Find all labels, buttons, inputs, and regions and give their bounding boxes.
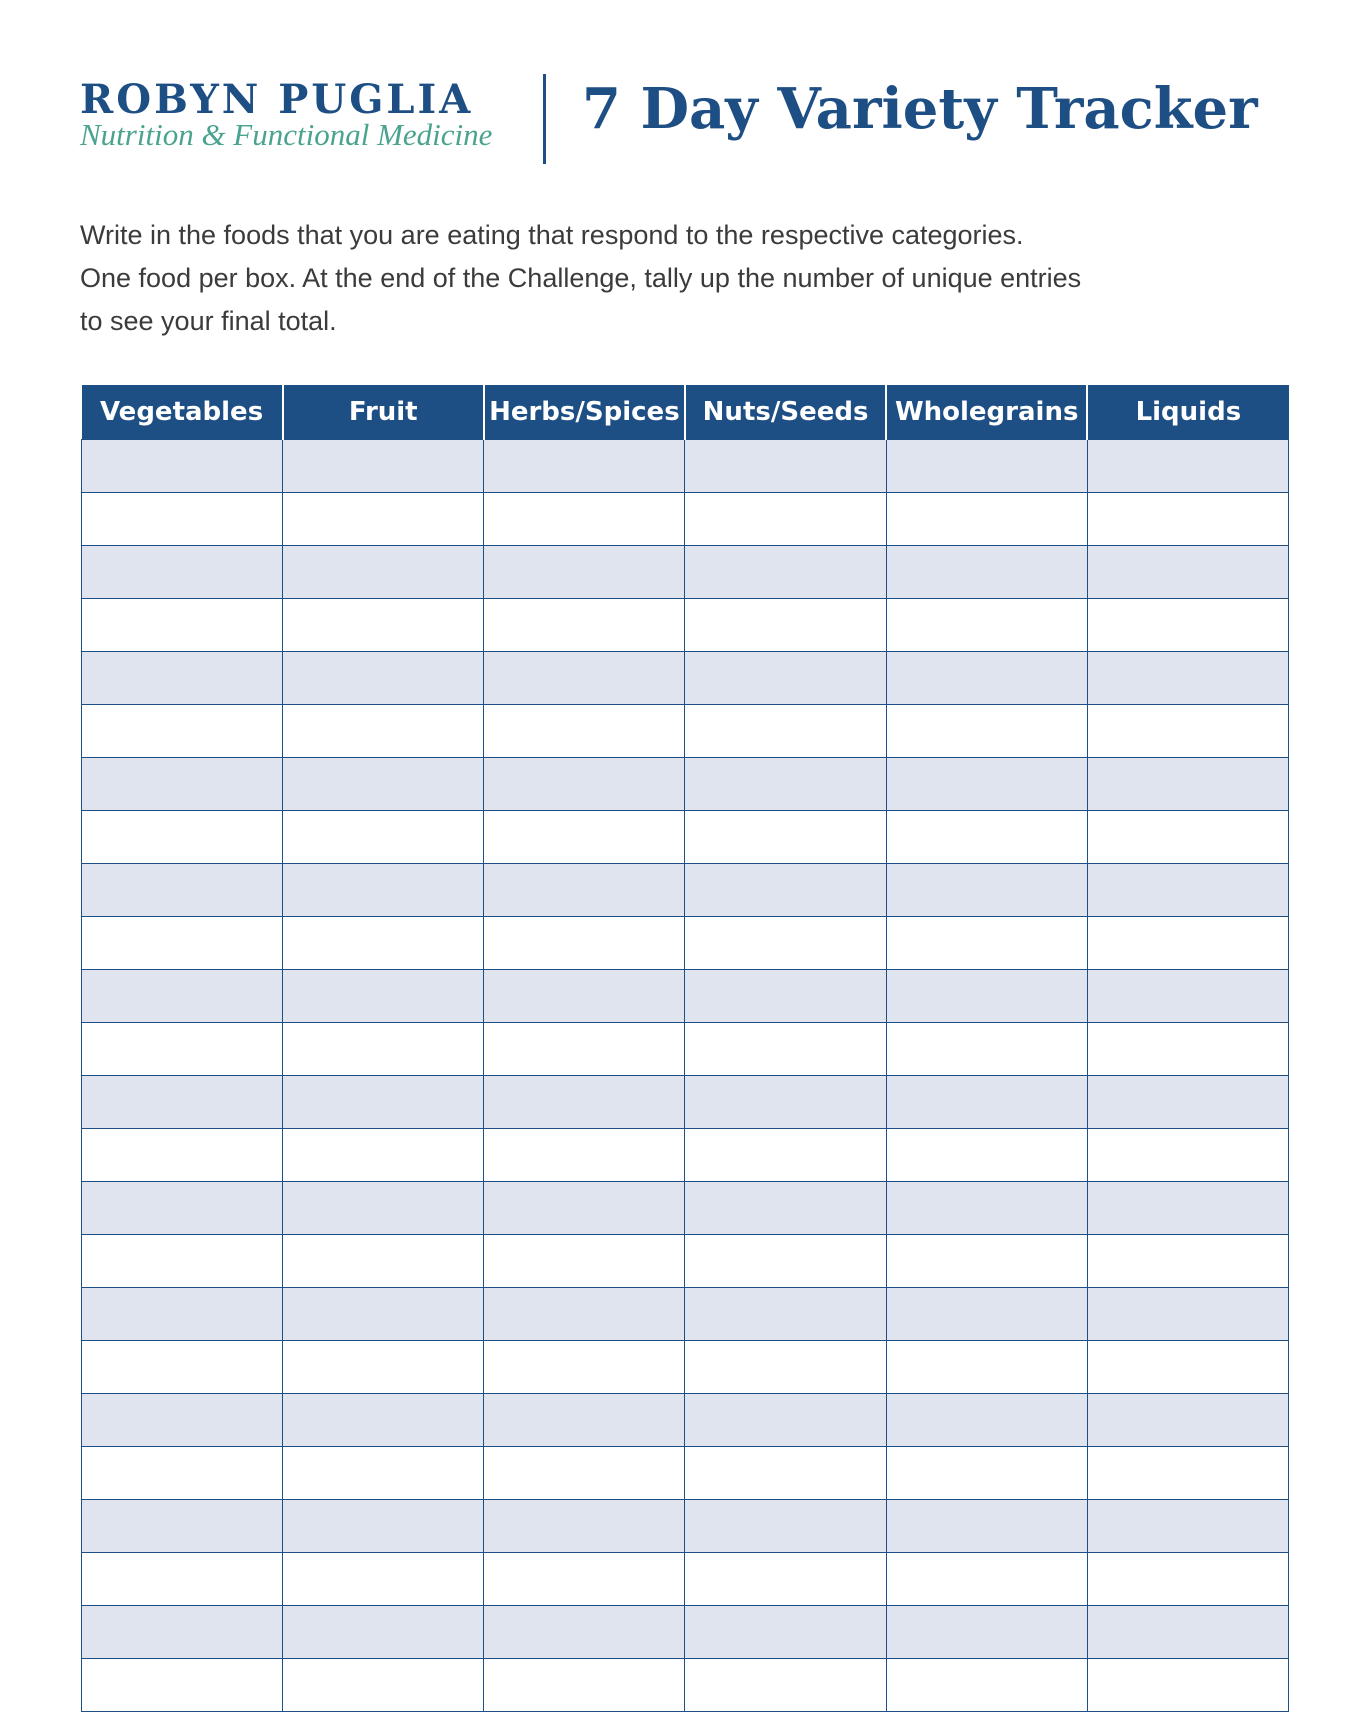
column-header-vegetables: Vegetables [82,385,283,440]
entry-cell-vegetables[interactable] [82,705,283,758]
entry-cell-liquids[interactable] [1087,864,1288,917]
entry-cell-nuts-seeds[interactable] [685,811,886,864]
entry-cell-fruit[interactable] [283,1288,484,1341]
column-header-fruit: Fruit [283,385,484,440]
entry-cell-liquids[interactable] [1087,1553,1288,1606]
table-row [82,1288,1289,1341]
entry-cell-wholegrains[interactable] [886,1394,1087,1447]
entry-cell-nuts-seeds[interactable] [685,1606,886,1659]
entry-cell-liquids[interactable] [1087,758,1288,811]
entry-cell-nuts-seeds[interactable] [685,652,886,705]
entry-cell-wholegrains[interactable] [886,1606,1087,1659]
entry-cell-nuts-seeds[interactable] [685,1235,886,1288]
entry-cell-herbs-spices[interactable] [484,705,685,758]
entry-cell-vegetables[interactable] [82,1129,283,1182]
entry-cell-nuts-seeds[interactable] [685,1394,886,1447]
entry-cell-fruit[interactable] [283,1500,484,1553]
entry-cell-nuts-seeds[interactable] [685,705,886,758]
entry-cell-liquids[interactable] [1087,705,1288,758]
entry-cell-herbs-spices[interactable] [484,493,685,546]
table-row [82,864,1289,917]
entry-cell-herbs-spices[interactable] [484,1500,685,1553]
entry-cell-wholegrains[interactable] [886,652,1087,705]
entry-cell-wholegrains[interactable] [886,599,1087,652]
entry-cell-fruit[interactable] [283,705,484,758]
entry-cell-wholegrains[interactable] [886,1500,1087,1553]
table-row [82,970,1289,1023]
entry-cell-wholegrains[interactable] [886,546,1087,599]
entry-cell-liquids[interactable] [1087,1341,1288,1394]
entry-cell-nuts-seeds[interactable] [685,599,886,652]
entry-cell-fruit[interactable] [283,1659,484,1712]
entry-cell-herbs-spices[interactable] [484,599,685,652]
entry-cell-fruit[interactable] [283,1447,484,1500]
entry-cell-vegetables[interactable] [82,1447,283,1500]
entry-cell-herbs-spices[interactable] [484,1659,685,1712]
entry-cell-wholegrains[interactable] [886,1182,1087,1235]
entry-cell-fruit[interactable] [283,599,484,652]
entry-cell-fruit[interactable] [283,493,484,546]
entry-cell-wholegrains[interactable] [886,1288,1087,1341]
entry-cell-nuts-seeds[interactable] [685,917,886,970]
entry-cell-vegetables[interactable] [82,546,283,599]
entry-cell-fruit[interactable] [283,1606,484,1659]
table-row [82,1076,1289,1129]
entry-cell-fruit[interactable] [283,652,484,705]
entry-cell-herbs-spices[interactable] [484,1288,685,1341]
entry-cell-fruit[interactable] [283,864,484,917]
entry-cell-vegetables[interactable] [82,917,283,970]
entry-cell-fruit[interactable] [283,1235,484,1288]
entry-cell-herbs-spices[interactable] [484,1447,685,1500]
entry-cell-fruit[interactable] [283,1341,484,1394]
entry-cell-nuts-seeds[interactable] [685,1553,886,1606]
entry-cell-wholegrains[interactable] [886,1129,1087,1182]
entry-cell-liquids[interactable] [1087,599,1288,652]
entry-cell-wholegrains[interactable] [886,705,1087,758]
column-header-nuts-seeds: Nuts/Seeds [685,385,886,440]
instructions-line: One food per box. At the end of the Challenge, tally up the number of unique entries [80,263,1082,293]
entry-cell-vegetables[interactable] [82,1606,283,1659]
entry-cell-nuts-seeds[interactable] [685,1288,886,1341]
entry-cell-liquids[interactable] [1087,1394,1288,1447]
entry-cell-fruit[interactable] [283,1076,484,1129]
entry-cell-fruit[interactable] [283,917,484,970]
entry-cell-herbs-spices[interactable] [484,1023,685,1076]
entry-cell-nuts-seeds[interactable] [685,1076,886,1129]
entry-cell-vegetables[interactable] [82,811,283,864]
tracker-body [82,440,1289,1712]
table-row [82,1023,1289,1076]
entry-cell-fruit[interactable] [283,1129,484,1182]
entry-cell-herbs-spices[interactable] [484,1076,685,1129]
entry-cell-herbs-spices[interactable] [484,1606,685,1659]
brand-logo [80,78,492,150]
entry-cell-vegetables[interactable] [82,1553,283,1606]
entry-cell-vegetables[interactable] [82,1659,283,1712]
table-row [82,705,1289,758]
entry-cell-fruit[interactable] [283,1394,484,1447]
entry-cell-liquids[interactable] [1087,546,1288,599]
entry-cell-liquids[interactable] [1087,917,1288,970]
header-divider [543,74,546,164]
entry-cell-liquids[interactable] [1087,493,1288,546]
entry-cell-wholegrains[interactable] [886,1553,1087,1606]
column-header-wholegrains: Wholegrains [886,385,1087,440]
entry-cell-nuts-seeds[interactable] [685,440,886,493]
entry-cell-nuts-seeds[interactable] [685,1659,886,1712]
entry-cell-liquids[interactable] [1087,1659,1288,1712]
entry-cell-wholegrains[interactable] [886,1076,1087,1129]
entry-cell-wholegrains[interactable] [886,1447,1087,1500]
entry-cell-herbs-spices[interactable] [484,1394,685,1447]
entry-cell-wholegrains[interactable] [886,758,1087,811]
table-row [82,546,1289,599]
entry-cell-herbs-spices[interactable] [484,1235,685,1288]
entry-cell-wholegrains[interactable] [886,493,1087,546]
entry-cell-liquids[interactable] [1087,440,1288,493]
entry-cell-wholegrains[interactable] [886,440,1087,493]
entry-cell-fruit[interactable] [283,440,484,493]
table-row [82,1394,1289,1447]
entry-cell-nuts-seeds[interactable] [685,758,886,811]
entry-cell-herbs-spices[interactable] [484,758,685,811]
entry-cell-vegetables[interactable] [82,599,283,652]
table-row [82,599,1289,652]
entry-cell-herbs-spices[interactable] [484,1182,685,1235]
entry-cell-herbs-spices[interactable] [484,1129,685,1182]
table-row [82,1553,1289,1606]
entry-cell-liquids[interactable] [1087,811,1288,864]
table-row [82,440,1289,493]
entry-cell-nuts-seeds[interactable] [685,546,886,599]
entry-cell-herbs-spices[interactable] [484,811,685,864]
entry-cell-vegetables[interactable] [82,1288,283,1341]
entry-cell-fruit[interactable] [283,970,484,1023]
entry-cell-nuts-seeds[interactable] [685,1023,886,1076]
entry-cell-vegetables[interactable] [82,1341,283,1394]
entry-cell-liquids[interactable] [1087,1235,1288,1288]
entry-cell-nuts-seeds[interactable] [685,864,886,917]
entry-cell-fruit[interactable] [283,758,484,811]
entry-cell-liquids[interactable] [1087,1023,1288,1076]
entry-cell-vegetables[interactable] [82,1182,283,1235]
entry-cell-vegetables[interactable] [82,758,283,811]
table-row [82,917,1289,970]
entry-cell-vegetables[interactable] [82,1394,283,1447]
entry-cell-herbs-spices[interactable] [484,970,685,1023]
entry-cell-liquids[interactable] [1087,1606,1288,1659]
table-row [82,1500,1289,1553]
entry-cell-wholegrains[interactable] [886,1235,1087,1288]
entry-cell-vegetables[interactable] [82,652,283,705]
column-header-herbs-spices: Herbs/Spices [484,385,685,440]
entry-cell-liquids[interactable] [1087,1288,1288,1341]
entry-cell-vegetables[interactable] [82,864,283,917]
entry-cell-liquids[interactable] [1087,1182,1288,1235]
entry-cell-herbs-spices[interactable] [484,864,685,917]
table-row [82,1341,1289,1394]
table-row [82,1129,1289,1182]
table-row [82,1659,1289,1712]
entry-cell-liquids[interactable] [1087,652,1288,705]
entry-cell-nuts-seeds[interactable] [685,1182,886,1235]
entry-cell-vegetables[interactable] [82,1500,283,1553]
table-row [82,1182,1289,1235]
entry-cell-herbs-spices[interactable] [484,1553,685,1606]
column-header-liquids: Liquids [1087,385,1288,440]
entry-cell-fruit[interactable] [283,811,484,864]
entry-cell-herbs-spices[interactable] [484,652,685,705]
entry-cell-fruit[interactable] [283,1553,484,1606]
brand-tagline: Nutrition & Functional Medicine [80,117,493,152]
entry-cell-nuts-seeds[interactable] [685,1447,886,1500]
entry-cell-herbs-spices[interactable] [484,1341,685,1394]
entry-cell-fruit[interactable] [283,546,484,599]
table-row [82,1447,1289,1500]
table-row [82,758,1289,811]
page-header [80,74,1280,166]
instructions-line: to see your final total. [80,306,337,336]
entry-cell-fruit[interactable] [283,1182,484,1235]
table-row [82,1606,1289,1659]
table-row [82,1235,1289,1288]
table-row [82,493,1289,546]
instructions [80,214,1240,343]
entry-cell-liquids[interactable] [1087,1129,1288,1182]
table-row [82,652,1289,705]
instructions-line: Write in the foods that you are eating that respond to the respective categories. [80,220,1024,250]
entry-cell-nuts-seeds[interactable] [685,1500,886,1553]
entry-cell-liquids[interactable] [1087,970,1288,1023]
entry-cell-vegetables[interactable] [82,1076,283,1129]
entry-cell-liquids[interactable] [1087,1447,1288,1500]
entry-cell-wholegrains[interactable] [886,811,1087,864]
entry-cell-wholegrains[interactable] [886,1659,1087,1712]
entry-cell-wholegrains[interactable] [886,864,1087,917]
entry-cell-vegetables[interactable] [82,493,283,546]
entry-cell-fruit[interactable] [283,1023,484,1076]
entry-cell-vegetables[interactable] [82,1235,283,1288]
entry-cell-vegetables[interactable] [82,970,283,1023]
entry-cell-wholegrains[interactable] [886,970,1087,1023]
page-title: 7 Day Variety Tracker [582,76,1258,142]
entry-cell-nuts-seeds[interactable] [685,970,886,1023]
brand-name: ROBYN PUGLIA [80,76,474,123]
entry-cell-nuts-seeds[interactable] [685,1129,886,1182]
entry-cell-herbs-spices[interactable] [484,546,685,599]
entry-cell-liquids[interactable] [1087,1076,1288,1129]
entry-cell-vegetables[interactable] [82,440,283,493]
entry-cell-wholegrains[interactable] [886,917,1087,970]
entry-cell-vegetables[interactable] [82,1023,283,1076]
entry-cell-herbs-spices[interactable] [484,440,685,493]
entry-cell-nuts-seeds[interactable] [685,493,886,546]
entry-cell-herbs-spices[interactable] [484,917,685,970]
entry-cell-nuts-seeds[interactable] [685,1341,886,1394]
tracker-header-row [82,385,1289,440]
entry-cell-wholegrains[interactable] [886,1341,1087,1394]
entry-cell-wholegrains[interactable] [886,1023,1087,1076]
tracker-table [81,385,1289,1712]
table-row [82,811,1289,864]
entry-cell-liquids[interactable] [1087,1500,1288,1553]
